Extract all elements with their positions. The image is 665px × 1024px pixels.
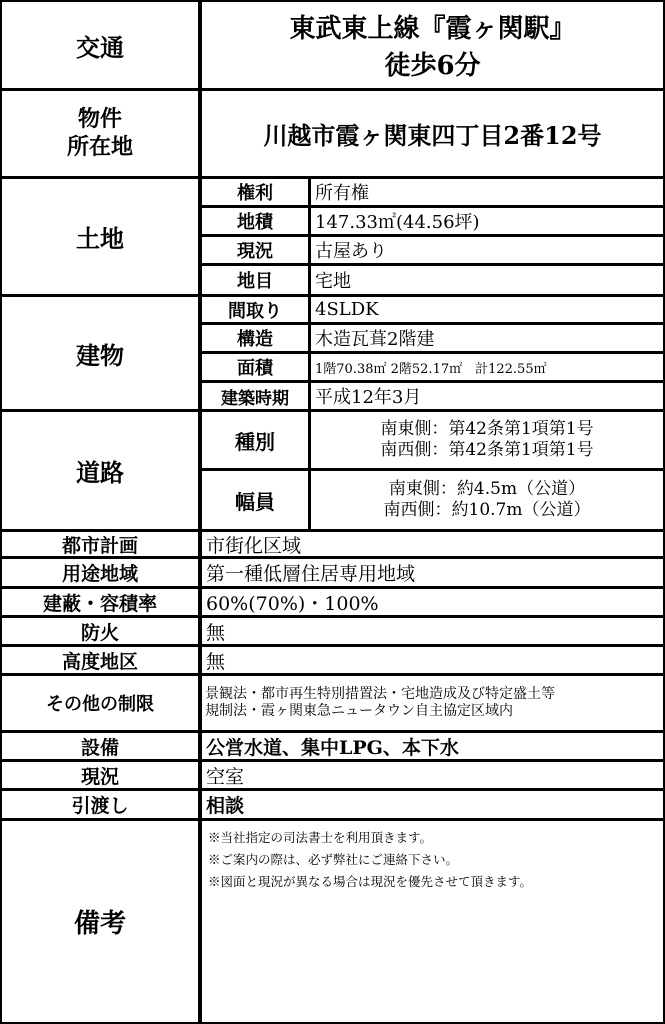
building-layout-label: 間取り — [228, 300, 282, 322]
address-value — [202, 91, 663, 176]
road-type-value — [311, 412, 663, 468]
land-category-label: 地目 — [237, 271, 273, 292]
building-structure-value: 木造瓦葺2階建 — [315, 329, 435, 350]
access-value — [202, 2, 663, 88]
coverage-ratio-value-text: 60%(70%)・100% — [206, 592, 379, 615]
building-row-label — [202, 325, 308, 351]
building-label-text: 建物 — [76, 340, 124, 370]
access-label — [2, 2, 198, 88]
road-width-label-text: 幅員 — [235, 489, 275, 514]
building-label — [2, 297, 198, 409]
land-row-label — [202, 208, 308, 234]
building-area-label: 面積 — [237, 358, 273, 379]
road-type-line-2: 南西側：第42条第1項第1号 — [380, 440, 594, 460]
land-area-label: 地積 — [237, 212, 273, 233]
road-type-label-text: 種別 — [235, 429, 275, 454]
status-value — [202, 762, 663, 788]
land-label-text: 土地 — [76, 224, 124, 253]
building-row-value — [311, 325, 663, 351]
address-text: 川越市霞ヶ関東四丁目2番12号 — [263, 121, 602, 150]
status-label — [2, 762, 198, 788]
building-row-label — [202, 297, 308, 322]
height-district-value — [202, 647, 663, 673]
land-rights-value: 所有権 — [315, 183, 369, 204]
city-planning-value-text: 市街化区域 — [206, 534, 302, 556]
road-type-label — [202, 412, 308, 468]
land-row-value — [311, 237, 663, 263]
zoning-label — [2, 559, 198, 586]
city-planning-value — [202, 532, 663, 556]
land-rights-label: 権利 — [237, 183, 273, 204]
other-restrictions-value — [202, 676, 663, 730]
access-label-text: 交通 — [76, 32, 124, 62]
remarks-line-3: ※図面と現況が異なる場合は現況を優先させて頂きます。 — [208, 874, 533, 889]
fire-zone-label — [2, 618, 198, 644]
zoning-value — [202, 559, 663, 586]
road-width-value — [311, 471, 663, 529]
land-label — [2, 179, 198, 294]
address-label — [2, 91, 198, 176]
facilities-label-text: 設備 — [80, 736, 119, 759]
coverage-ratio-label — [2, 589, 198, 615]
land-row-label — [202, 237, 308, 263]
road-type-line-1: 南東側：第42条第1項第1号 — [380, 418, 594, 439]
remarks-value — [202, 821, 663, 1022]
address-label-1: 物件 — [77, 106, 122, 132]
facilities-value — [202, 733, 663, 759]
road-width-line-2: 南西側：約10.7m（公道） — [383, 500, 591, 520]
land-category-value: 宅地 — [315, 271, 351, 292]
land-row-label — [202, 266, 308, 294]
remarks-line-1: ※当社指定の司法書士を利用頂きます。 — [208, 830, 433, 845]
other-restrictions-label — [2, 676, 198, 730]
land-condition-value: 古屋あり — [315, 241, 387, 262]
status-label-text: 現況 — [80, 765, 119, 788]
road-label — [2, 412, 198, 529]
status-value-text: 空室 — [206, 765, 245, 788]
zoning-label-text: 用途地域 — [61, 563, 138, 585]
building-built-value: 平成12年3月 — [315, 387, 422, 408]
building-row-label — [202, 354, 308, 380]
address-label-2: 所在地 — [66, 133, 133, 160]
building-layout-value: 4SLDK — [315, 299, 379, 320]
zoning-value-text: 第一種低層住居専用地域 — [206, 563, 416, 585]
land-row-label — [202, 179, 308, 205]
facilities-value-text: 公営水道、集中LPG、本下水 — [206, 736, 459, 759]
land-row-value — [311, 208, 663, 234]
fire-zone-value — [202, 618, 663, 644]
fire-zone-value-text: 無 — [206, 621, 226, 644]
coverage-ratio-label-text: 建蔽・容積率 — [42, 592, 157, 615]
remarks-line-2: ※ご案内の際は、必ず弊社にご連絡下さい。 — [208, 852, 459, 867]
building-row-label — [202, 383, 308, 409]
height-district-label — [2, 647, 198, 673]
height-district-value-text: 無 — [206, 650, 226, 673]
building-row-value — [311, 354, 663, 380]
other-restrictions-line-1: 景観法・都市再生特別措置法・宅地造成及び特定盛土等 — [205, 685, 555, 702]
building-structure-label: 構造 — [237, 329, 273, 350]
coverage-ratio-value — [202, 589, 663, 615]
access-line-2: 徒歩6分 — [384, 51, 481, 81]
road-width-line-1: 南東側：約4.5m（公道） — [388, 478, 586, 499]
road-width-label — [202, 471, 308, 529]
access-line-1: 東武東上線『霞ヶ関駅』 — [289, 14, 576, 44]
building-built-label: 建築時期 — [221, 388, 289, 409]
handover-label — [2, 791, 198, 818]
facilities-label — [2, 733, 198, 759]
height-district-label-text: 高度地区 — [61, 650, 138, 673]
other-restrictions-line-2: 規制法・霞ヶ関東急ニュータウン自主協定区域内 — [205, 703, 513, 719]
fire-zone-label-text: 防火 — [80, 621, 119, 644]
land-row-value — [311, 266, 663, 294]
handover-value — [202, 791, 663, 818]
land-condition-label: 現況 — [237, 241, 273, 262]
city-planning-label-text: 都市計画 — [61, 534, 138, 556]
land-row-value — [311, 179, 663, 205]
building-area-value: 1階70.38㎡ 2階52.17㎡ 計122.55㎡ — [315, 361, 547, 377]
building-row-value — [311, 297, 663, 322]
remarks-label — [2, 821, 198, 1022]
remarks-label-text: 備考 — [73, 909, 126, 939]
building-row-value — [311, 383, 663, 409]
city-planning-label — [2, 532, 198, 556]
other-restrictions-label-text: その他の制限 — [46, 694, 154, 715]
road-label-text: 道路 — [76, 458, 124, 487]
land-area-value: 147.33㎡(44.56坪) — [315, 212, 480, 233]
handover-label-text: 引渡し — [71, 795, 129, 817]
handover-value-text: 相談 — [206, 795, 245, 817]
